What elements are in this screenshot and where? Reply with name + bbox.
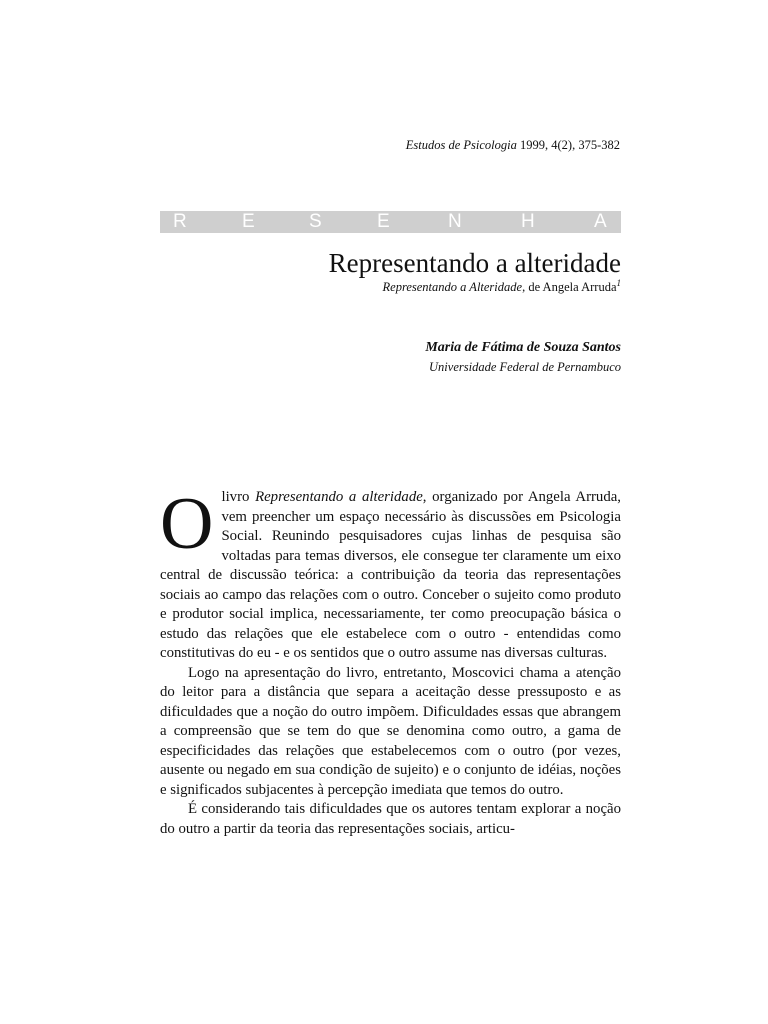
drop-cap: O (160, 483, 214, 565)
paragraph-1-text: , organizado por Angela Arruda, vem preencher um espaço necessário às discussões em Psicologia Social. Reunindo pesquisadores cujas linhas de pesquisa são voltadas para temas diversos, ele consegue ter claramente um eixo central de discussão teórica: a contribuição da teoria das representações sociais ao campo das relações com o outro. Conceber o sujeito como produto e produtor social implica, necessariamente, ter como preocupação básica o estudo das relações que ele estabelece com o outro - entendidas como constitutivas do eu - e os sentidos que o outro assume nas diversas culturas. (160, 489, 621, 661)
footnote-mark: 1 (616, 278, 621, 288)
author-name: Maria de Fátima de Souza Santos (425, 340, 621, 355)
journal-details: 1999, 4(2), 375-382 (516, 138, 620, 152)
section-letter: R (173, 211, 187, 232)
paragraph-2: Logo na apresentação do livro, entretanto, Moscovici chama a atenção do leitor para a distância que separa a aceitação desse pressuposto e as dificuldades que a noção do outro impõem. Dificuldades essas que abrangem a compreensão que se tem do que se denomina como outro, a gama de especificidades das relações que estabelecemos com o outro (por vezes, ausente ou negado em sua condição de sujeito) e o conjunto de idéias, noções e significados subjacentes à percepção imediata que temos do outro. (160, 664, 621, 798)
paragraph-1-book-title: Representando a alteridade (255, 489, 423, 505)
section-letter: A (594, 211, 607, 232)
section-letter: E (377, 211, 390, 232)
article-body (160, 483, 621, 839)
journal-citation (406, 138, 620, 153)
paragraph-1-lead: livro (221, 489, 256, 505)
article-subtitle (383, 278, 621, 295)
section-letter: H (521, 211, 535, 232)
article-title: Representando a alteridade (328, 248, 621, 278)
paragraph-3: É considerando tais dificuldades que os autores tentam explorar a noção do outro a partir da teoria das representações sociais, articu- (160, 801, 621, 837)
book-author: , de Angela Arruda (522, 280, 617, 295)
book-title: Representando a Alteridade (382, 280, 523, 295)
author-affiliation: Universidade Federal de Pernambuco (429, 360, 621, 374)
section-letter: S (309, 211, 322, 232)
section-label-band (160, 211, 621, 233)
section-letter: N (448, 211, 462, 232)
section-letter: E (242, 211, 255, 232)
paragraph-1 (160, 483, 621, 664)
journal-name: Estudos de Psicologia (405, 138, 517, 152)
